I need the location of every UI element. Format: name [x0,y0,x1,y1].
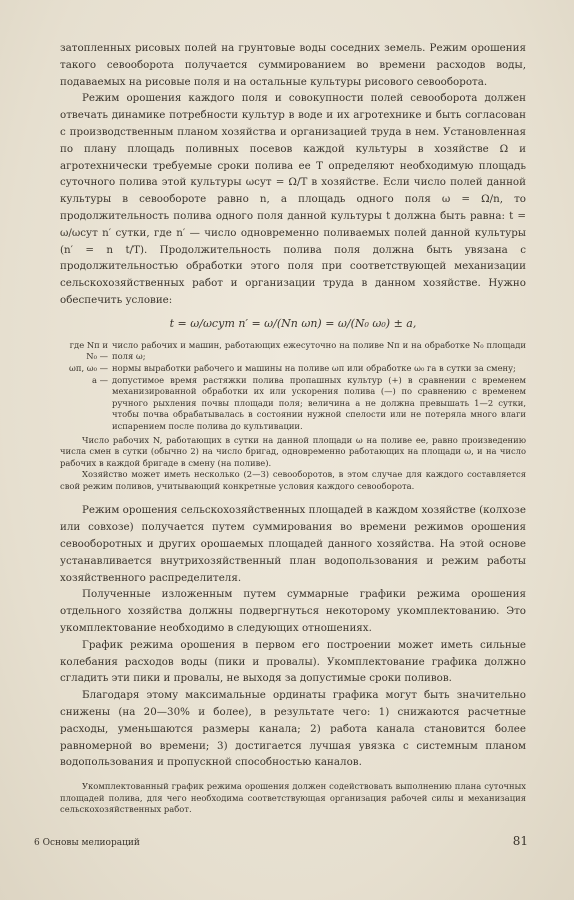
text-block-top [60,40,526,816]
note-2: Хозяйство может иметь несколько (2—3) севооборотов, в этом случае для каждого составляется свой режим поливов, учитывающий конкретные условия каждого севооборота. [60,469,526,491]
paragraph-5: График режима орошения в первом его построении может иметь сильные колебания расходов воды (пики и провалы). Укомплектование графика должно сгладить эти пики и провалы, не выходя за допустимые сроки поливов. [60,638,526,685]
paragraph-3: Режим орошения сельскохозяйственных площадей в каждом хозяйстве (колхозе или совхозе) получается путем суммирования во времени режимов орошения севооборотных и других орошаемых площадей данного хозяйства. На этой основе устанавливается внутрихозяйственный план водопользования и режим работы хозяйственного распределителя. [60,504,526,584]
definition-item [60,375,526,433]
paragraph-6: Благодаря этому максимальные ординаты графика могут быть значительно снижены (на 20—30% и более), в результате чего: 1) снижаются расчетные расходы, уменьшаются размеры канала; 2) работа канала становится более равномерной во времени; 3) достигается лучшая увязка с системным планом водопользования и пропускной способностью каналов. [60,689,526,769]
page-number: 81 [512,834,528,848]
definition-item [60,363,526,375]
definitions-list [60,340,526,433]
definition-key: ωп, ω₀ — [69,362,108,373]
paragraph-2: Режим орошения каждого поля и совокупности полей севооборота должен отвечать динамике потребности культур в воде и их агротехнике и быть согласован с производственным планом хозяйства и организацией труда в нем. Установленная по плану площадь поливных посевов каждой культуры в хозяйстве Ω и агротехнически требуемые сроки полива ее T определяют необходимую площадь суточного полива этой культуры ωсут = Ω/T в хозяйстве. Если число полей данной культуры в севообороте равно n, а площадь одного поля ω = Ω/n, то продолжительность полива одного поля данной культуры t должна быть равна: t = ω/ωсут n′ сутки, где n′ — число одновременно поливаемых полей данной культуры (n′ = n t/T). Продолжительность полива поля должна быть увязана с продолжительностью обработки этого поля при соответствующей механизации сельскохозяйственных работ и организации труда в данном хозяйстве. Нужно обеспечить условие: [60,92,526,306]
definition-item [60,340,526,363]
paragraph-4: Полученные изложенным путем суммарные графики режима орошения отдельного хозяйства должны подвергнуться некоторому укомплектованию. Это укомплектование необходимо в следующих отношениях. [60,588,526,635]
paragraph-1: затопленных рисовых полей на грунтовые воды соседних земель. Режим орошения такого севооборота получается суммированием во времени расходов воды, подаваемых на рисовые поля и на остальные культуры рисового севооборота. [60,42,526,88]
note-final: Укомплектованный график режима орошения должен содействовать выполнению плана суточных площадей полива, для чего необходима соответствующая организация рабочей силы и механизация сельскохозяйственных работ. [60,781,526,815]
definition-text: нормы выработки рабочего и машины на поливе ωп или обработке ω₀ га в сутки за смену; [112,362,516,373]
definition-text: число рабочих и машин, работающих ежесуточно на поливе Nп и на обработке N₀ площади поля ω; [112,339,526,362]
note-1: Число рабочих N, работающих в сутки на данной площади ω на поливе ее, равно произведению числа смен в сутки (обычно 2) на число бригад, одновременно работающих на площади ω, и на число рабочих в каждой бригаде в смену (на поливе). [60,434,526,468]
definition-text: допустимое время растяжки полива пропашных культур (+) в сравнении с временем механизированной обработки их или ускорения полива (—) по сравнению с временем ручного рыхления почвы площади поля; величина a не должна превышать 1—2 сутки, чтобы почва обрабатывалась в состоянии нужной спелости или не потеряла много влаги испарением после полива до культивации. [112,374,526,431]
definition-key: где Nп и N₀ — [69,339,108,362]
page-footer [34,834,528,848]
signature-mark: 6 Основы мелиораций [34,838,140,848]
definition-key: a — [91,374,108,385]
formula-condition: t = ω/ωсут n′ = ω/(Nп ωп) = ω/(N₀ ω₀) ± a, [169,316,417,330]
